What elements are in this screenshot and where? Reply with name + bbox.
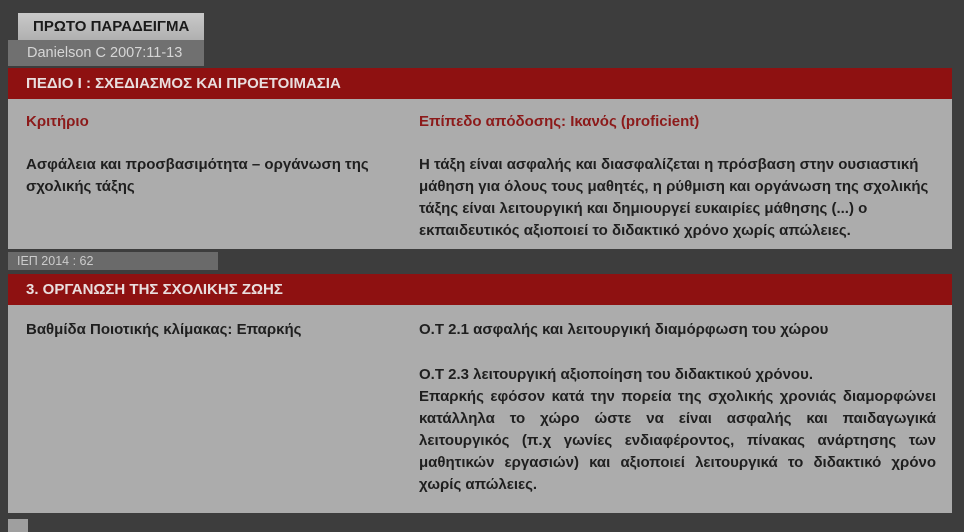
source-reference-bar: Danielson C 2007:11-13: [8, 40, 204, 66]
section2-panel: [8, 305, 952, 513]
quality-scale-text: Βαθμίδα Ποιοτικής κλίμακας: Επαρκής: [26, 321, 302, 338]
section1-criterion-column: [26, 111, 419, 249]
criterion-text: Ασφάλεια και προσβασιμότητα – οργάνωση της σχολικής τάξης: [26, 156, 369, 195]
performance-level-heading: Επίπεδο απόδοσης: Ικανός (proficient): [419, 113, 700, 130]
performance-level-text: Η τάξη είναι ασφαλής και διασφαλίζεται η πρόσβαση στην ουσιαστική μάθηση για όλους τους μαθητές, η ρύθμιση και οργάνωση της σχολικής τάξης είναι λειτουργική και δημιουργεί ευκαιρίες μάθησης (...) ο εκπαιδευτικός αξιοποιεί το διδακτικό χρόνο χωρίς απώλειες.: [419, 156, 929, 239]
criterion-heading: Κριτήριο: [26, 113, 89, 130]
descriptor-item-1: Ο.Τ 2.1 ασφαλής και λειτουργική διαμόρφωση του χώρου: [419, 321, 829, 338]
descriptor-paragraph: Επαρκής εφόσον κατά την πορεία της σχολικής χρονιάς διαμορφώνει κατάλληλα το χώρο ώστε να είναι ασφαλής και παιδαγωγικά λειτουργικός (π.χ γωνίες ενδιαφέροντος, πίνακας ανάρτησης των μαθητικών εργασιών) και αξιοποιεί λειτουργικά το διδακτικό χρόνο χωρίς απώλειες.: [419, 388, 936, 493]
citation-bar: ΙΕΠ 2014 : 62: [8, 252, 218, 270]
section1-panel: [8, 99, 952, 249]
descriptor-item-2: Ο.Τ 2.3 λειτουργική αξιοποίηση του διδακτικού χρόνου.: [419, 366, 813, 383]
next-section-bar-stub: [8, 519, 28, 532]
section2-scale-column: [26, 319, 419, 513]
section2-title-bar: 3. ΟΡΓΑΝΩΣΗ ΤΗΣ ΣΧΟΛΙΚΗΣ ΖΩΗΣ: [8, 274, 952, 305]
example-title-box: ΠΡΩΤΟ ΠΑΡΑΔΕΙΓΜΑ: [18, 13, 204, 40]
section1-title-bar: ΠΕΔΙΟ Ι : ΣΧΕΔΙΑΣΜΟΣ ΚΑΙ ΠΡΟΕΤΟΙΜΑΣΙΑ: [8, 68, 952, 99]
section2-descriptors-column: [419, 319, 938, 513]
section1-performance-column: [419, 111, 938, 249]
